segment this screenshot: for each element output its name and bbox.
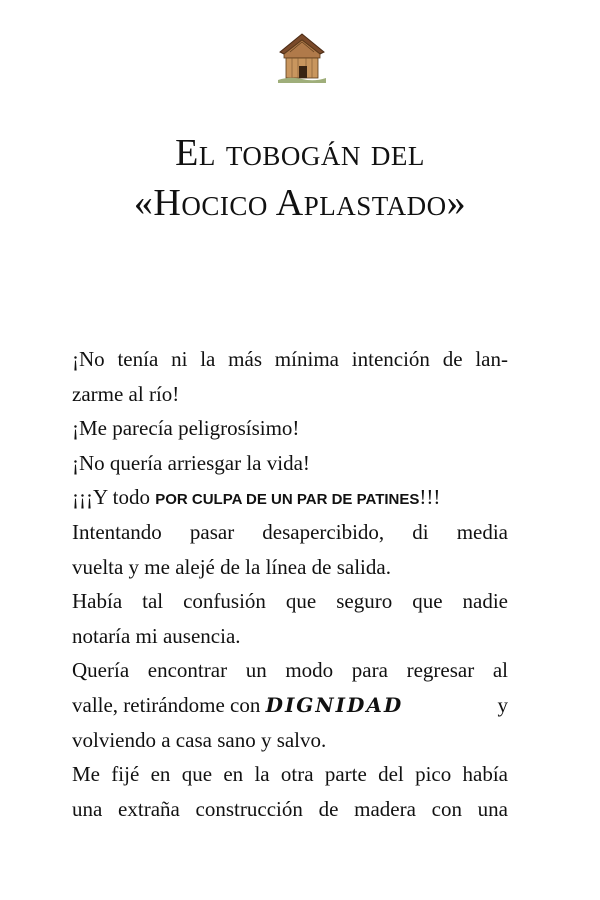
text-line: volviendo a casa sano y salvo. bbox=[72, 727, 327, 752]
text-line: Había tal confusión que seguro que nadie bbox=[72, 589, 508, 614]
decorative-word: DIGNIDAD bbox=[265, 692, 404, 717]
emphasis-text: POR CULPA DE UN PAR DE PATINES bbox=[155, 491, 420, 509]
text-line: Quería encontrar un modo para regresar al bbox=[72, 658, 508, 683]
text-line bbox=[72, 480, 508, 515]
chapter-body bbox=[72, 342, 508, 826]
text-line: Intentando pasar desapercibido, di media bbox=[72, 519, 508, 544]
text-segment: valle, retirándome con bbox=[72, 692, 266, 717]
wooden-hut-icon bbox=[276, 30, 328, 84]
text-segment: y bbox=[497, 692, 508, 717]
text-line: notaría mi ausencia. bbox=[72, 623, 241, 648]
text-line: una extraña construcción de madera con una bbox=[72, 796, 508, 821]
text-line: ¡No quería arriesgar la vida! bbox=[72, 450, 310, 475]
text-line: ¡Me parecía peligrosísimo! bbox=[72, 416, 300, 441]
chapter-title-line-1: El tobogán del bbox=[175, 132, 425, 174]
text-line: vuelta y me alejé de la línea de salida. bbox=[72, 554, 391, 579]
text-line: Me fijé en que en la otra parte del pico había bbox=[72, 762, 508, 787]
chapter-title-line-2: «Hocico Aplastado» bbox=[133, 182, 467, 224]
text-line bbox=[72, 688, 508, 723]
text-line: zarme al río! bbox=[72, 381, 180, 406]
chapter-title bbox=[0, 128, 600, 228]
text-line: ¡No tenía ni la más mínima intención de lan- bbox=[72, 347, 508, 371]
text-segment: !!! bbox=[419, 485, 441, 510]
text-segment: ¡¡¡Y todo bbox=[72, 485, 156, 510]
